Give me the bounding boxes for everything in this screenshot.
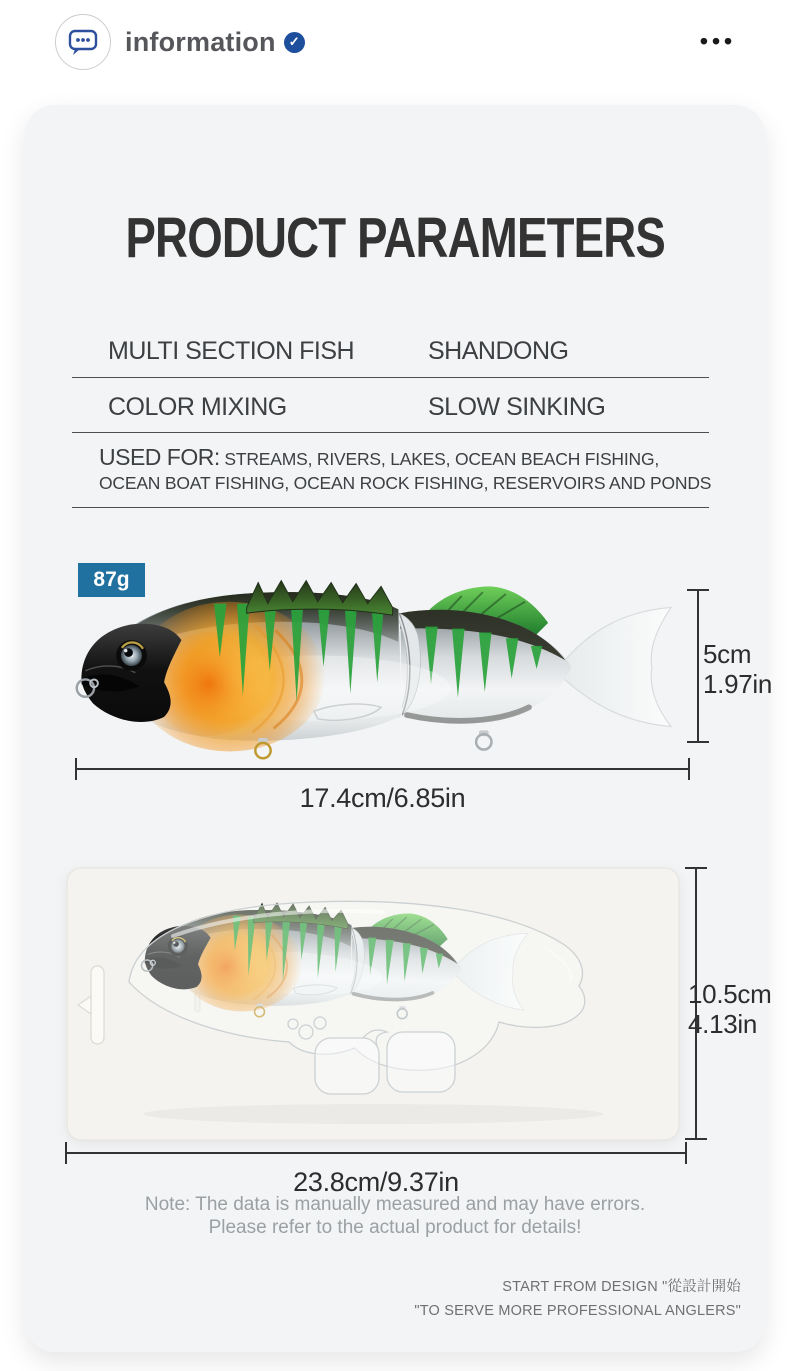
package-width-dimension-line [65,1142,687,1166]
used-for-value: STREAMS, RIVERS, LAKES, OCEAN BEACH FISHING, OCEAN BOAT FISHING, OCEAN ROCK FISHING, RESERVOIRS AND PONDS [99,449,712,494]
spec-cell-color: COLOR MIXING [108,393,287,421]
page-header [0,0,790,100]
note-line-1: Note: The data is manually measured and may have errors. [144,1194,646,1215]
note-line-2: Please refer to the actual product for details! [208,1217,582,1238]
divider [72,507,709,508]
slogan-line-1: START FROM DESIGN "從設計開始 [502,1279,741,1295]
store-link[interactable] [55,14,305,70]
package-height-cm: 10.5cm [688,979,772,1009]
spec-cell-action: SLOW SINKING [428,393,606,421]
lure-length-dimension-line [75,758,690,782]
spec-row-2 [25,393,765,429]
slogan-line-2: "TO SERVE MORE PROFESSIONAL ANGLERS" [414,1303,741,1319]
store-avatar [55,14,111,70]
brand-slogan [414,1275,741,1323]
divider [72,432,709,433]
used-for-text [99,443,715,495]
weight-badge: 87g [78,563,145,597]
package-width-label: 23.8cm/9.37in [293,1167,459,1197]
spec-row-1 [25,337,765,373]
divider [72,377,709,378]
spec-cell-origin: SHANDONG [428,337,569,365]
used-for-label: USED FOR: [99,444,220,470]
lure-height-cm: 5cm [703,639,752,669]
more-options-icon: ••• [699,27,737,54]
lure-length-label: 17.4cm/6.85in [299,783,466,813]
product-parameters-card [25,105,773,1352]
lure-photo [68,571,698,763]
store-name: information [125,26,276,57]
package-photo [63,862,685,1146]
chat-bubble-icon [67,27,99,57]
verified-badge-icon: ✓ [284,32,305,53]
lure-height-in: 1.97in [703,669,773,699]
more-options-button[interactable] [688,24,748,58]
page-title: PRODUCT PARAMETERS [125,206,665,270]
spec-cell-body-type: MULTI SECTION FISH [108,337,355,365]
measurement-note [25,1193,765,1239]
package-height-in: 4.13in [688,1009,758,1039]
